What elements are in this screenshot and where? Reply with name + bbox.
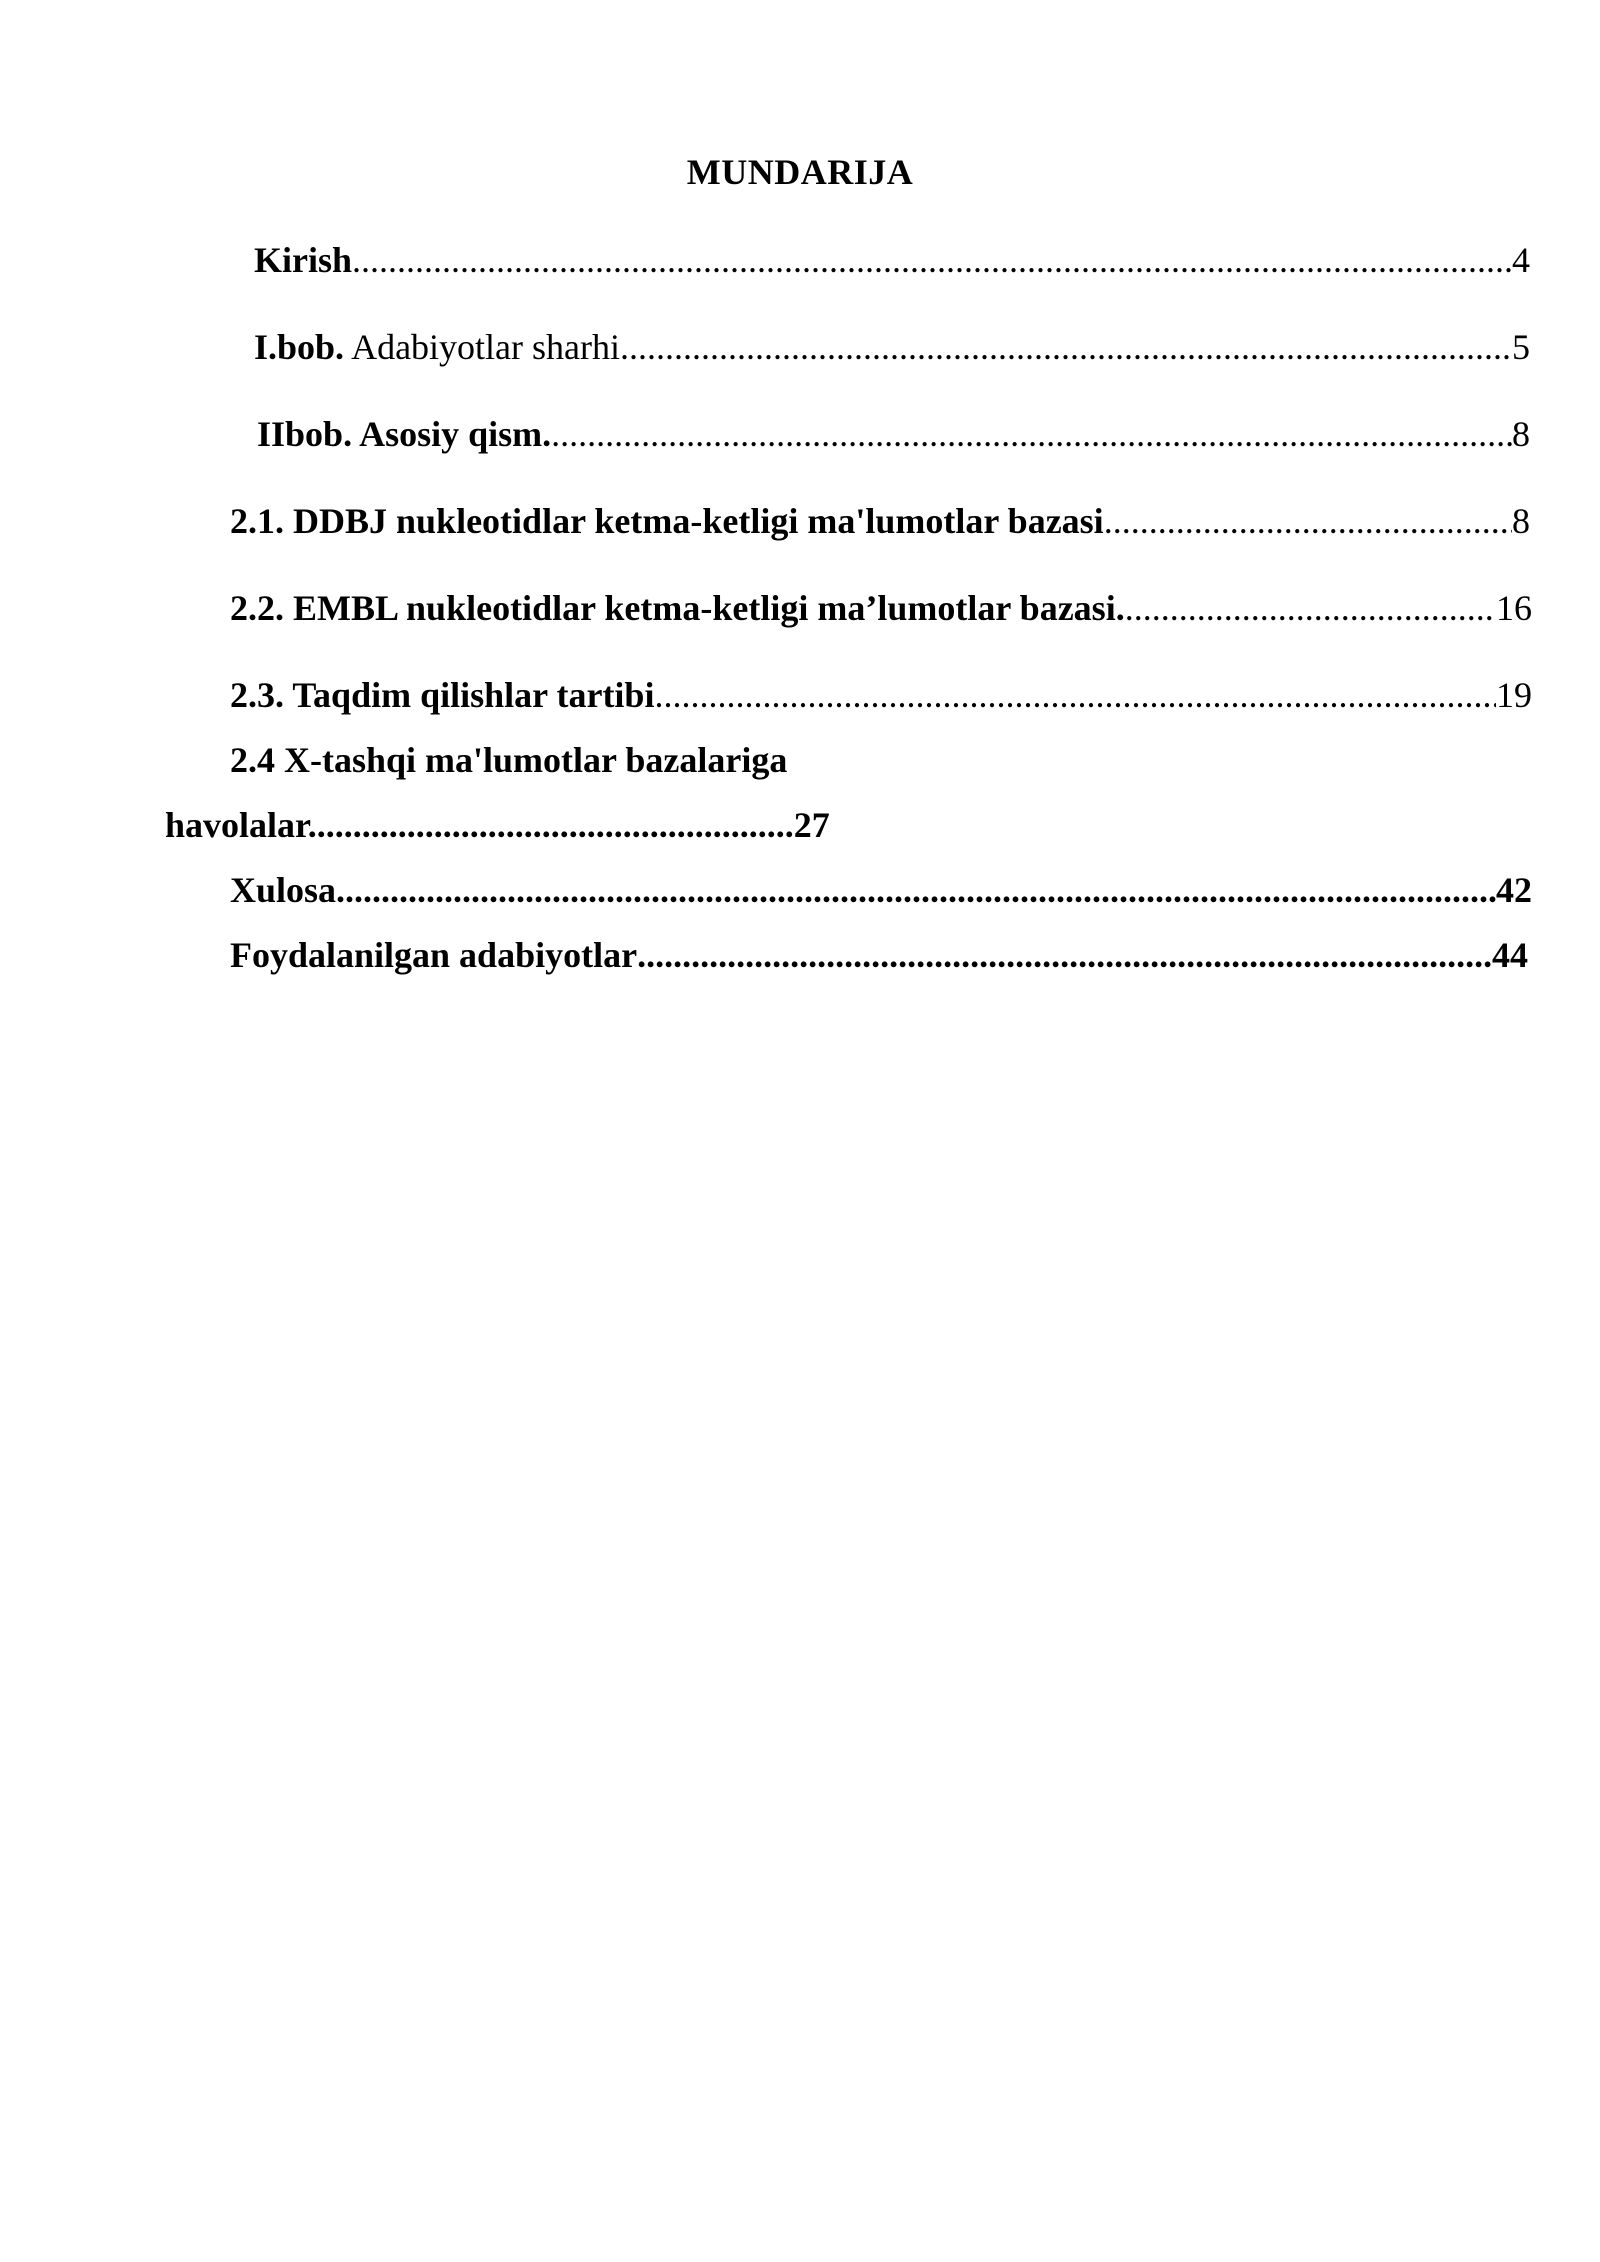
toc-label: Kirish [254, 240, 353, 280]
toc-page-number: 4 [1512, 240, 1530, 280]
toc-page-number: 16 [1496, 588, 1532, 628]
toc-label-bold: I.bob. [254, 327, 345, 367]
toc-leader-dots [551, 410, 1512, 458]
toc-entry-xulosa[interactable] [230, 866, 1532, 914]
page-title: MUNDARIJA [686, 152, 914, 192]
toc-label: Adabiyotlar sharhi [344, 327, 621, 367]
toc-label: 2.2. EMBL nukleotidlar ketma-ketligi ma’lumotlar bazasi. [230, 588, 1125, 628]
toc-entry-2-1[interactable] [230, 497, 1530, 545]
toc-leader-dots [620, 323, 1512, 371]
toc-label: Xulosa [230, 870, 337, 910]
toc-label: havolalar [165, 805, 308, 845]
toc-entry-bob-2[interactable] [257, 410, 1530, 458]
toc-entry-kirish[interactable] [254, 236, 1530, 284]
toc-page-number: 8 [1512, 414, 1530, 454]
toc-entry-foydalanilgan[interactable] [230, 931, 1528, 979]
toc-entry-2-4-line1[interactable] [230, 736, 787, 784]
toc-label: 2.1. DDBJ nukleotidlar ketma-ketligi ma'lumotlar bazasi [230, 501, 1104, 541]
toc-leader-dots [336, 866, 1496, 914]
toc-page-number: 27 [793, 805, 830, 845]
toc-label: 2.4 X-tashqi ma'lumotlar bazalariga [230, 740, 788, 780]
toc-entry-2-2[interactable] [230, 584, 1532, 632]
toc-entry-2-4-line2[interactable] [165, 801, 830, 849]
toc-leader-dots [1104, 497, 1512, 545]
toc-page-number: 42 [1496, 870, 1532, 910]
toc-leader-dots [1125, 584, 1496, 632]
toc-label: Foydalanilgan adabiyotlar [230, 935, 638, 975]
toc-page-number: 44 [1492, 935, 1528, 975]
toc-entry-2-3[interactable] [230, 671, 1532, 719]
toc-page-number: 19 [1496, 675, 1532, 715]
toc-entry-bob-1[interactable] [254, 323, 1530, 371]
toc-leader-dots [352, 236, 1512, 284]
toc-page-number: 8 [1512, 501, 1530, 541]
toc-leader-dots: ...................................................... [307, 805, 794, 845]
toc-label: IIbob. Asosiy qism. [257, 414, 552, 454]
toc-page-number: 5 [1512, 327, 1530, 367]
toc-leader-dots [654, 671, 1496, 719]
toc-leader-dots [637, 931, 1492, 979]
toc-label: 2.3. Taqdim qilishlar tartibi [230, 675, 655, 715]
